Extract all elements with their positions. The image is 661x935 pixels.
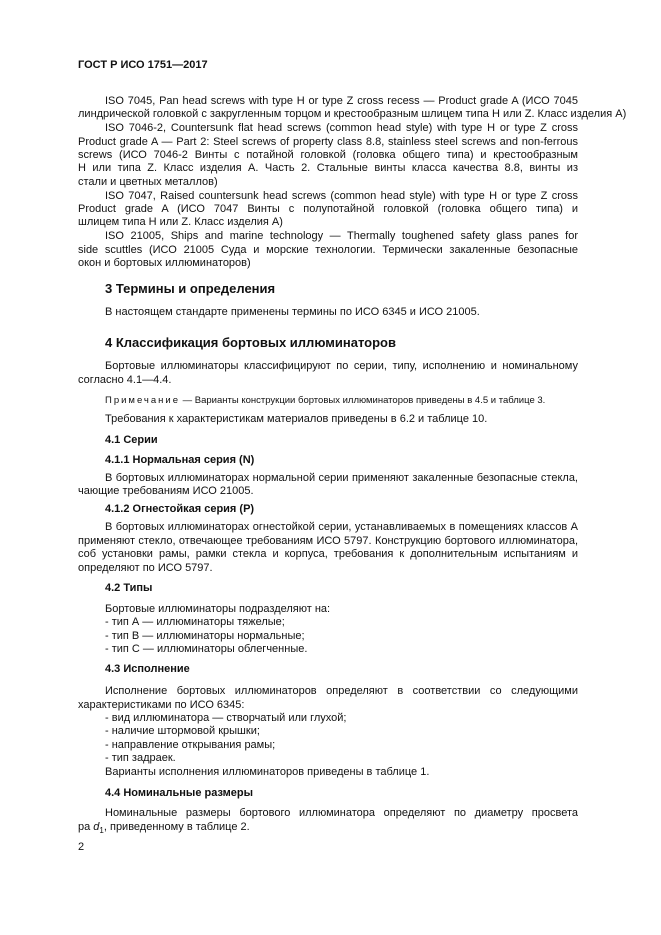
list-item: - тип А — иллюминаторы тяжелые; [105,616,285,628]
list-item: - тип В — иллюминаторы нормальные; [105,630,305,642]
section-4-1-2-heading: 4.1.2 Огнестойкая серия (P) [105,503,255,515]
ref-line: ISO 7045, Pan head screws with type H or type Z cross recess — Product grade A (ИСО 7045 [105,95,578,107]
ref-line: Product grade A — Part 2: Steel screws of property class 8.8, stainless steel screws and non-ferrous [78,136,578,148]
paragraph-line: соб установки рамы, рамки стекла и корпуса, требования к дополнительным испытаниям и [78,548,578,560]
list-item: - наличие штормовой крышки; [105,725,260,737]
ref-line: ISO 21005, Ships and marine technology — Thermally toughened safety glass panes for [105,230,578,242]
note-text: — Варианты конструкции бортовых иллюминаторов приведены в 4.5 и таблице 3. [180,395,546,406]
list-item: - направление открывания рамы; [105,739,276,751]
section-4-2-heading: 4.2 Типы [105,582,153,594]
paragraph-line: Бортовые иллюминаторы подразделяют на: [105,603,331,615]
paragraph-line: В бортовых иллюминаторах нормальной серии применяют закаленные безопасные стекла, [105,472,578,484]
paragraph-line: Варианты исполнения иллюминаторов приведены в таблице 1. [105,766,430,778]
paragraph-line: характеристиками по ИСО 6345: [78,699,245,711]
subscript: 1 [99,826,104,836]
variable: d [93,821,100,833]
paragraph-line: В бортовых иллюминаторах огнестойкой серии, устанавливаемых в помещениях классов А [105,521,578,533]
section-4-heading: 4 Классификация бортовых иллюминаторов [105,335,396,350]
ref-line: шлицем типа H или Z. Класс изделия A) [78,216,283,228]
ref-line: линдрической головкой с закругленным торцом и крестообразным шлицем типа H или Z. Класс изделия A) [78,108,627,120]
paragraph-line: применяют стекло, отвечающее требованиям ИСО 5797. Конструкцию бортового иллюминатора, [78,535,578,547]
text: , приведенному в таблице 2. [103,821,250,833]
paragraph-line [78,820,578,834]
ref-line: Product grade A (ИСО 7047 Винты с полупотайной головкой (головка общего типа) и [78,203,578,215]
paragraph-line: согласно 4.1—4.4. [78,374,172,386]
ref-line: side scuttles (ИСО 21005 Суда и морские технологии. Термически закаленные безопасные [78,244,578,256]
list-item: - тип С — иллюминаторы облегченные. [105,643,308,655]
ref-line: screws (ИСО 7046-2 Винты с потайной головкой (головка общего типа) и крестообразным [78,149,578,161]
paragraph-line: чающие требованиям ИСО 21005. [78,485,254,497]
paragraph-line: Бортовые иллюминаторы классифицируют по серии, типу, исполнению и номинальному [105,360,578,372]
page-number: 2 [78,841,85,853]
section-3-heading: 3 Термины и определения [105,281,276,296]
note-label: Примечание [105,395,180,406]
section-4-1-heading: 4.1 Серии [105,434,158,446]
ref-line: ISO 7047, Raised countersunk head screws (common head style) with type H or type Z cross [105,190,578,202]
note [105,394,578,408]
document-header: ГОСТ Р ИСО 1751—2017 [78,59,208,71]
paragraph-line: Исполнение бортовых иллюминаторов определяют в соответствии со следующими [105,685,578,697]
section-3-text: В настоящем стандарте применены термины по ИСО 6345 и ИСО 21005. [105,306,480,318]
ref-line: ISO 7046-2, Countersunk flat head screws (common head style) with type H or type Z cross [105,122,578,134]
ref-line: стали и цветных металлов) [78,176,218,188]
list-item: - вид иллюминатора — створчатый или глухой; [105,712,347,724]
ref-line: окон и бортовых иллюминаторов) [78,257,251,269]
ref-line: H или типа Z. Класс изделия А. Часть 2. Стальные винты класса качества 8.8, винты из [78,162,578,174]
paragraph-line: Номинальные размеры бортового иллюминатора определяют по диаметру просвета [105,807,578,819]
section-4-1-1-heading: 4.1.1 Нормальная серия (N) [105,454,255,466]
list-item: - тип задраек. [105,752,176,764]
paragraph-line: определяют по ИСО 5797. [78,562,213,574]
text: ра [78,821,94,833]
paragraph-line: Требования к характеристикам материалов приведены в 6.2 и таблице 10. [105,413,488,425]
section-4-3-heading: 4.3 Исполнение [105,663,190,675]
section-4-4-heading: 4.4 Номинальные размеры [105,787,254,799]
